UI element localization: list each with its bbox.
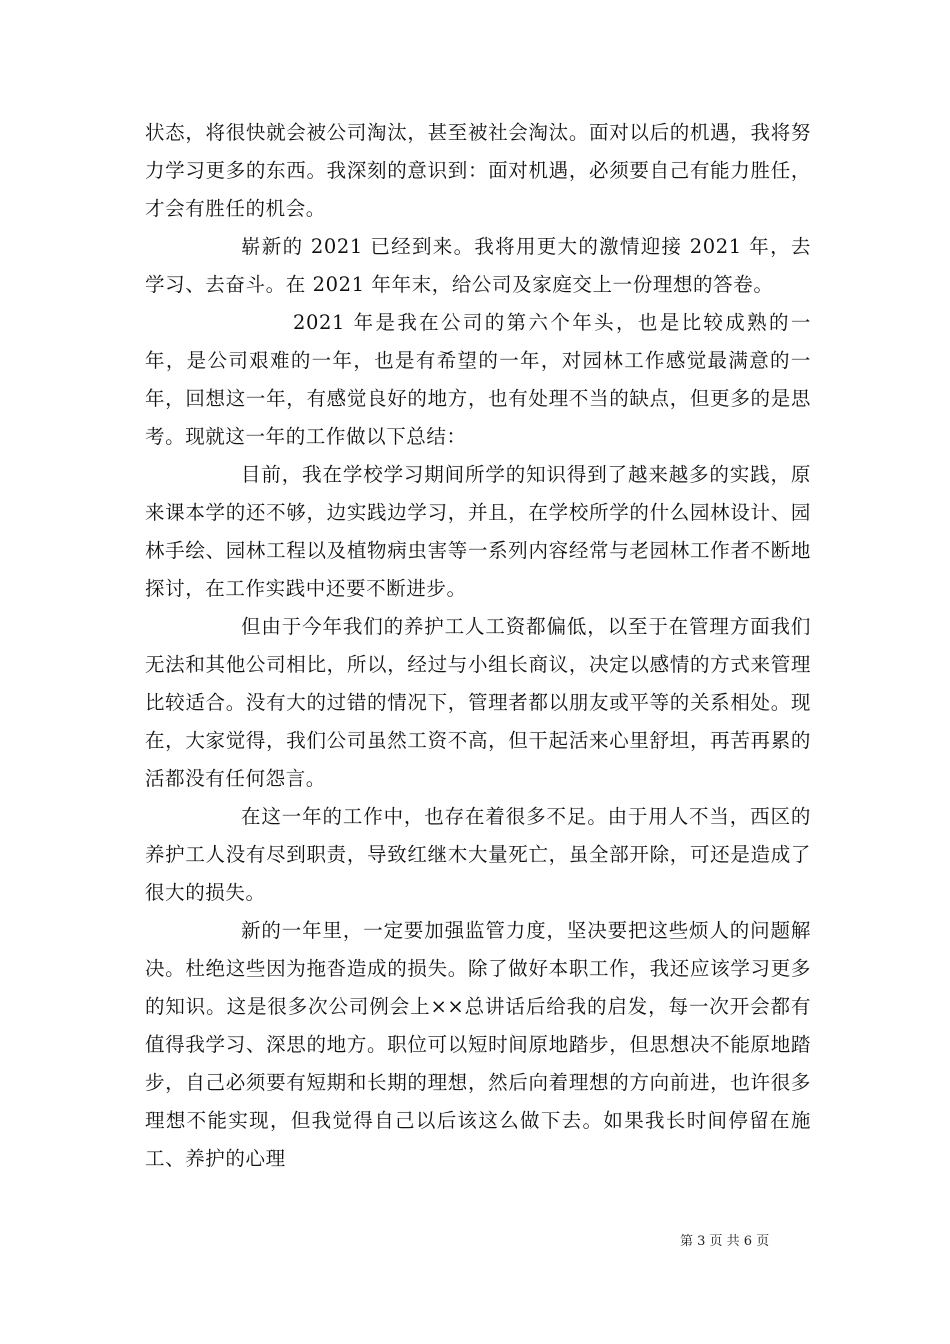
paragraph-shortcomings: 在这一年的工作中，也存在着很多不足。由于用人不当，西区的养护工人没有尽到职责，导致红继木大量死亡，虽全部开除，可还是造成了很大的损失。	[145, 805, 811, 904]
paragraph-new-year: 崭新的 2021 已经到来。我将用更大的激情迎接 2021 年，去学习、去奋斗。在 2021 年年末，给公司及家庭交上一份理想的答卷。	[145, 235, 811, 296]
paragraph-summary-intro: 2021 年是我在公司的第六个年头，也是比较成熟的一年，是公司艰难的一年，也是有希望的一年，对园林工作感觉最满意的一年，回想这一年，有感觉良好的地方，也有处理不当的缺点，但更多的是思考。现就这一年的工作做以下总结：	[145, 311, 811, 448]
paragraph-continuation: 状态，将很快就会被公司淘汰，甚至被社会淘汰。面对以后的机遇，我将努力学习更多的东西。我深刻的意识到：面对机遇，必须要自己有能力胜任，才会有胜任的机会。	[145, 121, 811, 220]
paragraph-management: 但由于今年我们的养护工人工资都偏低，以至于在管理方面我们无法和其他公司相比，所以，经过与小组长商议，决定以感情的方式来管理比较适合。没有大的过错的情况下，管理者都以朋友或平等的关系相处。现在，大家觉得，我们公司虽然工资不高，但干起活来心里舒坦，再苦再累的活都没有任何怨言。	[145, 615, 811, 790]
paragraph-learning: 目前，我在学校学习期间所学的知识得到了越来越多的实践，原来课本学的还不够，边实践边学习，并且，在学校所学的什么园林设计、园林手绘、园林工程以及植物病虫害等一系列内容经常与老园林工作者不断地探讨，在工作实践中还要不断进步。	[145, 463, 811, 600]
paragraph-plans: 新的一年里，一定要加强监管力度，坚决要把这些烦人的问题解决。杜绝这些因为拖沓造成的损失。除了做好本职工作，我还应该学习更多的知识。这是很多次公司例会上××总讲话后给我的启发，每一次开会都有值得我学习、深思的地方。职位可以短时间原地踏步，但思想决不能原地踏步，自己必须要有短期和长期的理想，然后向着理想的方向前进，也许很多理想不能实现，但我觉得自己以后该这么做下去。如果我长时间停留在施工、养护的心理	[145, 919, 811, 1170]
document-body	[145, 114, 811, 1178]
page-number: 第 3 页 共 6 页	[680, 1234, 770, 1249]
